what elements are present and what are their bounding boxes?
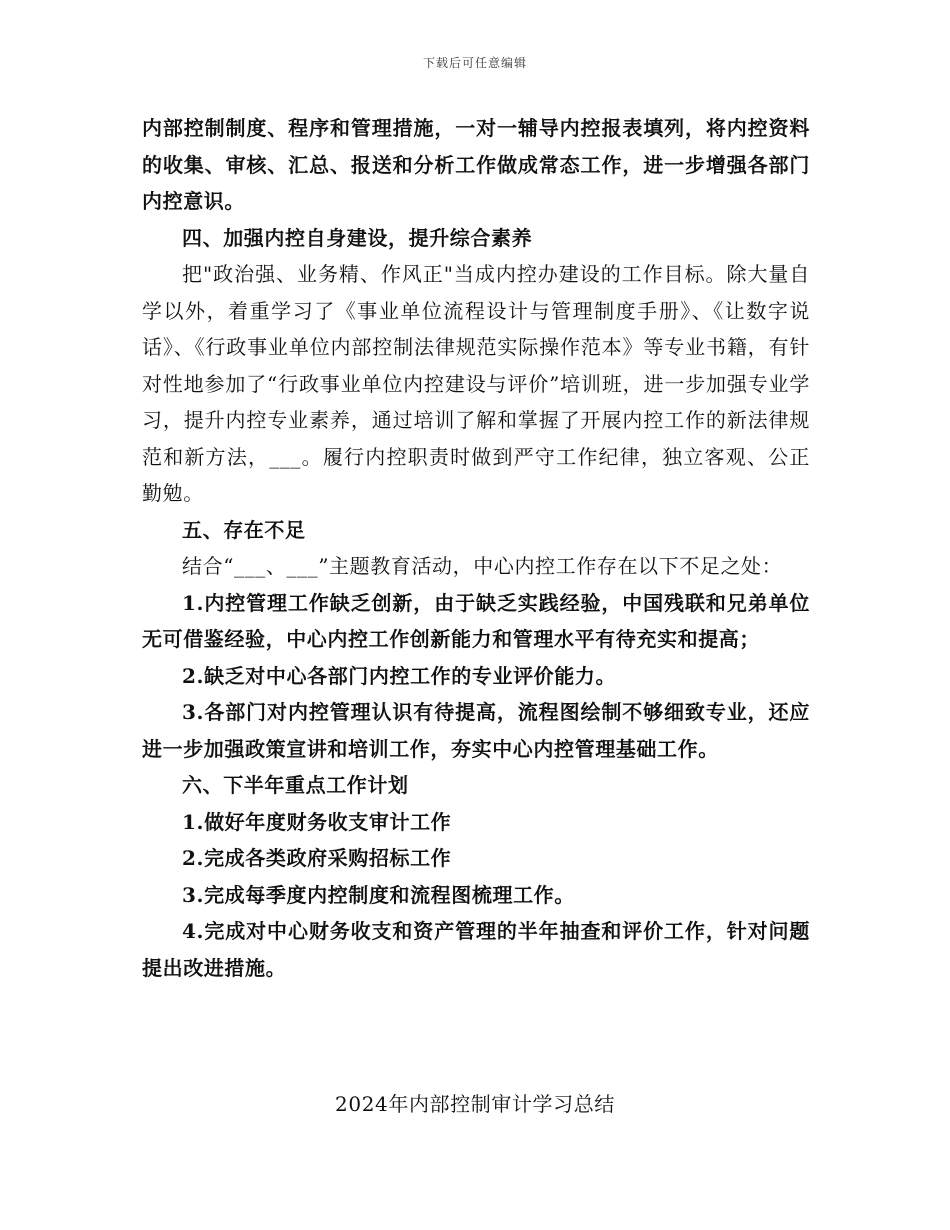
paragraph-self-building: 把"政治强、业务精、作风正"当成内控办建设的工作目标。除大量自学以外，着重学习了《事业单位流程设计与管理制度手册》、《让数字说话》、《行政事业单位内部控制法律规范实际操作范本》等专业书籍，有针对性地参加了“行政事业单位内控建设与评价”培训班，进一步加强专业学习，提升内控专业素养，通过培训了解和掌握了开展内控工作的新法律规范和新方法，___。履行内控职责时做到严守工作纪律，独立客观、公正勤勉。 <box>142 262 810 505</box>
list-item-shortcoming-2: 2.缺乏对中心各部门内控工作的专业评价能力。 <box>182 663 617 688</box>
list-item-shortcoming-1: 1.内控管理工作缺乏创新，由于缺乏实践经验，中国残联和兄弟单位无可借鉴经验，中心内控工作创新能力和管理水平有待充实和提高； <box>142 590 810 651</box>
section-heading-6: 六、下半年重点工作计划 <box>182 773 409 797</box>
paragraph-control-measures: 内部控制制度、程序和管理措施，一对一辅导内控报表填列，将内控资料的收集、审核、汇总、报送和分析工作做成常态工作，进一步增强各部门内控意识。 <box>142 116 810 213</box>
list-item-shortcoming-3: 3.各部门对内控管理认识有待提高，流程图绘制不够细致专业，还应进一步加强政策宣讲和培训工作，夯实中心内控管理基础工作。 <box>142 700 810 761</box>
section-heading-4: 四、加强内控自身建设，提升综合素养 <box>182 225 533 250</box>
list-item-plan-1: 1.做好年度财务收支审计工作 <box>182 809 452 834</box>
list-item-plan-3: 3.完成每季度内控制度和流程图梳理工作。 <box>182 882 575 907</box>
document-body <box>142 110 810 986</box>
document-title: 2024年内部控制审计学习总结 <box>335 1092 615 1116</box>
section-heading-5: 五、存在不足 <box>182 517 306 542</box>
paragraph-shortcomings-intro: 结合“___、___”主题教育活动，中心内控工作存在以下不足之处： <box>182 554 783 578</box>
list-item-plan-2: 2.完成各类政府采购招标工作 <box>182 846 452 870</box>
page-header: 下载后可任意编辑 <box>422 56 527 70</box>
list-item-plan-4: 4.完成对中心财务收支和资产管理的半年抽查和评价工作，针对问题提出改进措施。 <box>142 919 810 980</box>
